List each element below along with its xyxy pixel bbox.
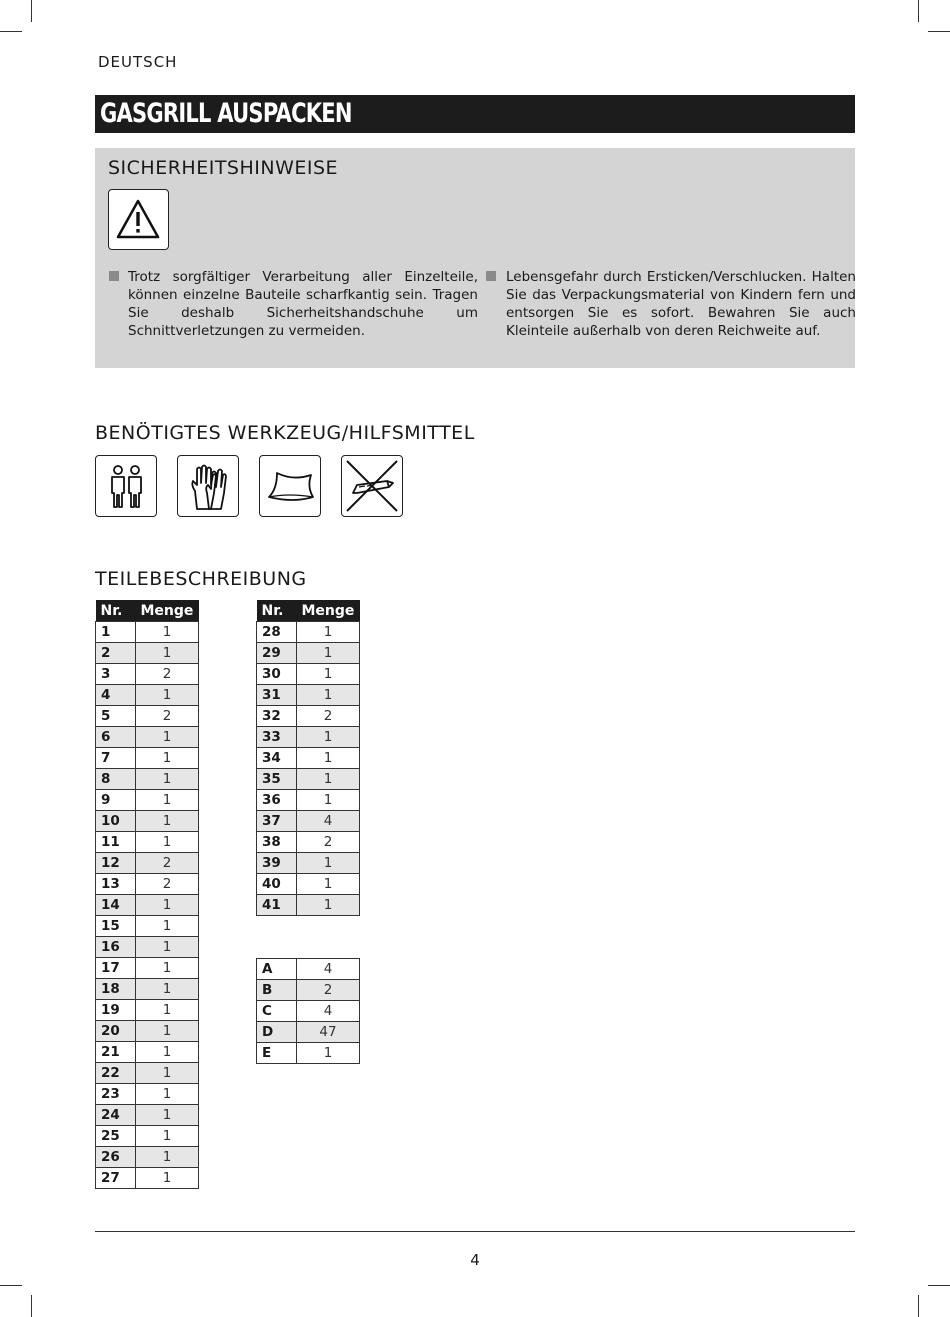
- table-row: [257, 832, 360, 853]
- table-row: [96, 1105, 199, 1126]
- part-quantity: 4: [297, 811, 360, 832]
- column-header-quantity: Menge: [297, 600, 360, 622]
- part-quantity: 1: [297, 1043, 360, 1064]
- part-quantity: 1: [297, 685, 360, 706]
- table-row: [96, 979, 199, 1000]
- table-row: [96, 811, 199, 832]
- table-row: [96, 727, 199, 748]
- part-quantity: 47: [297, 1022, 360, 1043]
- part-number: 10: [96, 811, 136, 832]
- part-number: 5: [96, 706, 136, 727]
- table-row: [96, 664, 199, 685]
- table-row: [257, 1001, 360, 1022]
- part-quantity: 4: [297, 959, 360, 980]
- gloves-icon: [177, 455, 239, 517]
- part-number: 8: [96, 769, 136, 790]
- safety-note-sharp-edges: Trotz sorgfältiger Verarbeitung aller Einzelteile, können einzelne Bauteile scharfkantig sein. Tragen Sie deshalb Sicherheitshandschuhe um Schnittverletzungen zu vermeiden.: [128, 269, 478, 339]
- page-title: GASGRILL AUSPACKEN: [100, 98, 352, 129]
- no-cutter-knife-icon: [341, 455, 403, 517]
- table-row: [257, 1043, 360, 1064]
- part-quantity: 1: [136, 895, 199, 916]
- bullet-marker: [109, 271, 119, 281]
- table-row: [257, 727, 360, 748]
- parts-table-hardware: [256, 958, 360, 1064]
- part-quantity: 1: [136, 1042, 199, 1063]
- column-header-quantity: Menge: [136, 600, 199, 622]
- part-quantity: 1: [136, 1084, 199, 1105]
- part-quantity: 2: [136, 706, 199, 727]
- part-quantity: 1: [136, 937, 199, 958]
- table-row: [96, 1063, 199, 1084]
- part-quantity: 1: [136, 1105, 199, 1126]
- footer-divider: [95, 1231, 855, 1232]
- part-quantity: 1: [136, 790, 199, 811]
- part-quantity: 1: [136, 622, 199, 643]
- part-quantity: 1: [297, 622, 360, 643]
- part-quantity: 2: [297, 832, 360, 853]
- column-header-nr: Nr.: [257, 600, 297, 622]
- table-row: [257, 811, 360, 832]
- table-row: [257, 706, 360, 727]
- crop-mark: [31, 0, 32, 22]
- table-row: [257, 895, 360, 916]
- part-number: 32: [257, 706, 297, 727]
- part-number: 34: [257, 748, 297, 769]
- part-quantity: 1: [136, 748, 199, 769]
- soft-cloth-icon: [259, 455, 321, 517]
- part-quantity: 2: [136, 874, 199, 895]
- part-quantity: 1: [136, 1000, 199, 1021]
- part-quantity: 1: [136, 727, 199, 748]
- part-number: 12: [96, 853, 136, 874]
- part-quantity: 1: [297, 769, 360, 790]
- crop-mark: [928, 1285, 950, 1286]
- table-row: [96, 769, 199, 790]
- part-number: 22: [96, 1063, 136, 1084]
- table-row: [96, 1042, 199, 1063]
- table-row: [257, 685, 360, 706]
- table-row: [257, 769, 360, 790]
- part-quantity: 1: [136, 979, 199, 1000]
- part-number: 26: [96, 1147, 136, 1168]
- table-row: [96, 1021, 199, 1042]
- table-row: [96, 853, 199, 874]
- table-row: [96, 1168, 199, 1189]
- part-number: C: [257, 1001, 297, 1022]
- part-quantity: 1: [136, 769, 199, 790]
- table-row: [96, 790, 199, 811]
- part-number: 30: [257, 664, 297, 685]
- crop-mark: [0, 1285, 22, 1286]
- table-row: [96, 706, 199, 727]
- part-number: 4: [96, 685, 136, 706]
- table-row: [96, 832, 199, 853]
- table-row: [96, 643, 199, 664]
- part-quantity: 2: [297, 980, 360, 1001]
- part-number: 37: [257, 811, 297, 832]
- part-quantity: 1: [297, 727, 360, 748]
- table-row: [96, 1147, 199, 1168]
- part-quantity: 2: [136, 853, 199, 874]
- part-number: 35: [257, 769, 297, 790]
- part-quantity: 1: [136, 916, 199, 937]
- part-quantity: 1: [297, 790, 360, 811]
- safety-title: SICHERHEITSHINWEISE: [108, 157, 339, 179]
- two-persons-icon: [95, 455, 157, 517]
- crop-mark: [928, 31, 950, 32]
- table-row: [96, 958, 199, 979]
- section-title-bar: [95, 95, 855, 133]
- part-quantity: 1: [297, 895, 360, 916]
- table-row: [257, 1022, 360, 1043]
- part-quantity: 1: [136, 958, 199, 979]
- table-row: [96, 1084, 199, 1105]
- table-row: [96, 685, 199, 706]
- part-number: 2: [96, 643, 136, 664]
- part-quantity: 2: [136, 664, 199, 685]
- part-number: 41: [257, 895, 297, 916]
- part-quantity: 1: [136, 1063, 199, 1084]
- part-number: 11: [96, 832, 136, 853]
- part-quantity: 4: [297, 1001, 360, 1022]
- table-row: [96, 937, 199, 958]
- parts-table-2: [256, 600, 360, 916]
- part-number: D: [257, 1022, 297, 1043]
- part-quantity: 1: [297, 874, 360, 895]
- part-quantity: 1: [297, 853, 360, 874]
- table-row: [257, 643, 360, 664]
- part-number: 27: [96, 1168, 136, 1189]
- part-quantity: 1: [136, 832, 199, 853]
- table-row: [257, 959, 360, 980]
- part-number: 39: [257, 853, 297, 874]
- crop-mark: [31, 1295, 32, 1317]
- part-number: 9: [96, 790, 136, 811]
- table-row: [96, 1000, 199, 1021]
- table-row: [96, 895, 199, 916]
- table-row: [96, 874, 199, 895]
- table-row: [257, 664, 360, 685]
- part-quantity: 1: [136, 1126, 199, 1147]
- crop-mark: [0, 31, 22, 32]
- part-quantity: 1: [136, 811, 199, 832]
- warning-triangle-icon: [108, 189, 169, 250]
- table-row: [257, 622, 360, 643]
- table-row: [257, 980, 360, 1001]
- part-number: 1: [96, 622, 136, 643]
- part-number: 18: [96, 979, 136, 1000]
- table-row: [257, 874, 360, 895]
- part-number: 33: [257, 727, 297, 748]
- part-number: 14: [96, 895, 136, 916]
- column-header-nr: Nr.: [96, 600, 136, 622]
- part-quantity: 1: [136, 1168, 199, 1189]
- table-row: [96, 916, 199, 937]
- part-number: 23: [96, 1084, 136, 1105]
- part-quantity: 1: [136, 685, 199, 706]
- page-number: 4: [470, 1251, 480, 1269]
- crop-mark: [918, 0, 919, 22]
- part-quantity: 1: [297, 643, 360, 664]
- part-number: B: [257, 980, 297, 1001]
- part-number: 36: [257, 790, 297, 811]
- parts-title: TEILEBESCHREIBUNG: [95, 568, 307, 590]
- table-row: [96, 622, 199, 643]
- safety-note-suffocation: Lebensgefahr durch Ersticken/Verschlucken. Halten Sie das Verpackungsmaterial von Kindern fern und entsorgen Sie es sofort. Bewahren Sie auch Kleinteile außerhalb von deren Reichweite auf.: [506, 269, 856, 339]
- part-number: 40: [257, 874, 297, 895]
- part-quantity: 1: [136, 643, 199, 664]
- part-number: 25: [96, 1126, 136, 1147]
- table-row: [257, 853, 360, 874]
- tools-title: BENÖTIGTES WERKZEUG/HILFSMITTEL: [95, 422, 475, 444]
- table-row: [257, 748, 360, 769]
- part-number: 20: [96, 1021, 136, 1042]
- part-number: 6: [96, 727, 136, 748]
- part-number: 24: [96, 1105, 136, 1126]
- parts-table-1: [95, 600, 199, 1189]
- part-number: 15: [96, 916, 136, 937]
- part-number: 3: [96, 664, 136, 685]
- part-number: 31: [257, 685, 297, 706]
- crop-mark: [918, 1295, 919, 1317]
- part-number: E: [257, 1043, 297, 1064]
- part-quantity: 1: [297, 664, 360, 685]
- table-row: [257, 790, 360, 811]
- part-number: 17: [96, 958, 136, 979]
- safety-notes-box: [95, 148, 855, 368]
- part-quantity: 2: [297, 706, 360, 727]
- part-quantity: 1: [136, 1147, 199, 1168]
- part-number: 13: [96, 874, 136, 895]
- part-number: 19: [96, 1000, 136, 1021]
- part-number: 29: [257, 643, 297, 664]
- language-label: DEUTSCH: [98, 53, 178, 71]
- part-number: A: [257, 959, 297, 980]
- table-row: [96, 748, 199, 769]
- part-number: 16: [96, 937, 136, 958]
- part-number: 38: [257, 832, 297, 853]
- part-number: 21: [96, 1042, 136, 1063]
- part-number: 28: [257, 622, 297, 643]
- bullet-marker: [486, 271, 496, 281]
- part-quantity: 1: [297, 748, 360, 769]
- part-quantity: 1: [136, 1021, 199, 1042]
- table-row: [96, 1126, 199, 1147]
- part-number: 7: [96, 748, 136, 769]
